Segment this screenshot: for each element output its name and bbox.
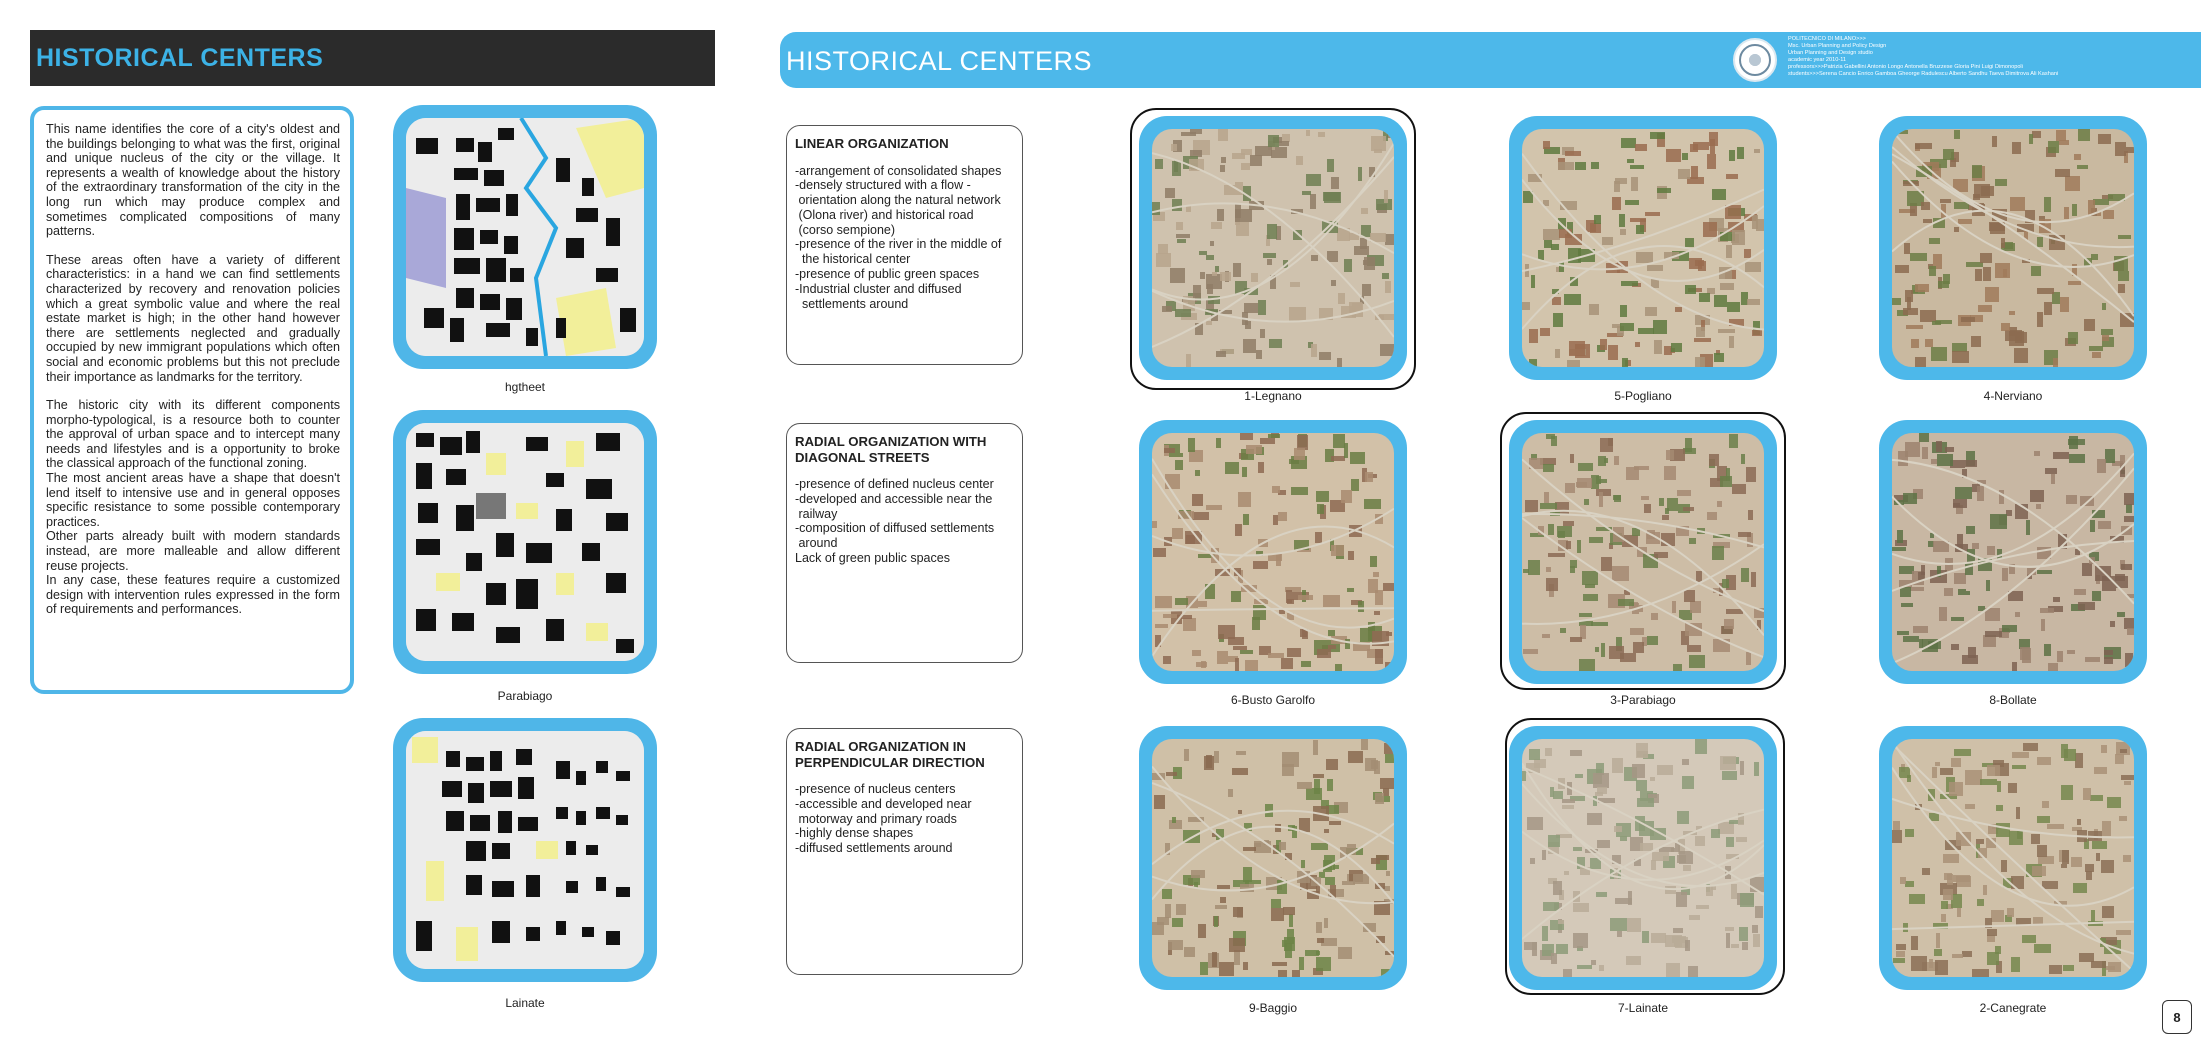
aerial-photo-card bbox=[1139, 116, 1407, 380]
organization-line: -composition of diffused settlements around bbox=[795, 521, 995, 551]
aerial-photo bbox=[1152, 129, 1394, 367]
credits-line: POLITECNICO DI MILANO>>> bbox=[1788, 36, 1866, 42]
aerial-photo-card bbox=[1509, 420, 1777, 684]
organization-heading: RADIAL ORGANIZATION WITH DIAGONAL STREETS bbox=[795, 434, 987, 465]
aerial-photo-card bbox=[1879, 726, 2147, 990]
map-svg bbox=[406, 423, 644, 661]
organization-heading: LINEAR ORGANIZATION bbox=[795, 136, 949, 151]
credits-line: academic year 2010-11 bbox=[1788, 56, 1847, 63]
left-title-tab bbox=[30, 30, 715, 86]
aerial-photo bbox=[1522, 433, 1764, 671]
aerial-photo bbox=[1152, 433, 1394, 671]
intro-paragraph: The historic city with its different components morpho-typological, is a resource both to counter the approval of urban space and to intercept many needs and lifestyles and is a opportunity to broke the classical approach of the functional zoning. bbox=[46, 398, 340, 471]
organization-line: -diffused settlements around bbox=[795, 841, 953, 856]
organization-line: -accessible and developed near motorway and primary roads bbox=[795, 796, 972, 826]
aerial-caption: 4-Nerviano bbox=[1983, 389, 2043, 403]
organization-box-radial-perpendicular bbox=[786, 728, 1023, 975]
aerial-caption: 8-Bollate bbox=[1989, 693, 2037, 707]
map-caption: hgtheet bbox=[504, 380, 546, 394]
map-caption: Lainate bbox=[505, 996, 545, 1010]
aerial-caption: 9-Baggio bbox=[1248, 1001, 1298, 1015]
left-page-title: HISTORICAL CENTERS bbox=[36, 43, 324, 72]
map-caption: Parabiago bbox=[497, 689, 553, 703]
intro-paragraph: This name identifies the core of a city's oldest and the buildings belonging to what was the first, original and unique nucleus of the city or the village. It represents a wealth of knowledge about the history of the extraordinary transformation of the city in the long run which may produce complex and sometimes complicated compositions of many patterns. bbox=[46, 122, 340, 239]
intro-text-box bbox=[30, 106, 354, 694]
figure-ground-map-3 bbox=[393, 718, 657, 982]
credits-line: students>>>Serena Cancio Enrico Gamboa Gheorge Radulescu Alberto Sandhu Taeva Dimitrova Ali Kashani bbox=[1788, 70, 2059, 77]
map-svg bbox=[406, 118, 644, 356]
credits-line: Msc. Urban Planning and Policy Design bbox=[1788, 42, 1887, 49]
right-page-header bbox=[780, 32, 2201, 88]
organization-box-linear bbox=[786, 125, 1023, 365]
right-page-title: HISTORICAL CENTERS bbox=[786, 46, 1093, 76]
organization-box-radial-diagonal bbox=[786, 423, 1023, 663]
intro-paragraph: These areas often have a variety of different characteristics: in a hand we can find settlements characterized by recovery and renovation policies which a great symbolic value and where the real estate market is high; in the other hand however there are settlements neglected and gradually occupied by new immigrant populations which often social and economic problems but this not preclude their importance as landmarks for the territory. bbox=[46, 252, 340, 384]
aerial-photo-card bbox=[1139, 420, 1407, 684]
aerial-caption: 6-Busto Garolfo bbox=[1230, 693, 1316, 707]
aerial-photo-card bbox=[1879, 420, 2147, 684]
organization-line: -presence of public green spaces bbox=[795, 267, 980, 282]
aerial-photo bbox=[1892, 129, 2134, 367]
aerial-photo bbox=[1892, 739, 2134, 977]
aerial-photo bbox=[1522, 739, 1764, 977]
figure-ground-map-1 bbox=[393, 105, 657, 369]
credits-line: Urban Planning and Design studio bbox=[1788, 49, 1873, 56]
aerial-photo bbox=[1892, 433, 2134, 671]
intro-paragraph: The most ancient areas have a shape that doesn't lend itself to intensive use and in general opposes specific resistance to some possible contemporary practices. bbox=[46, 471, 340, 529]
aerial-photo bbox=[1152, 739, 1394, 977]
university-seal-icon bbox=[1733, 38, 1777, 82]
organization-line: -densely structured with a flow - orientation along the natural network (Olona river) and historical road (corso sempione) bbox=[795, 178, 1001, 237]
intro-paragraph: Other parts already built with modern standards instead, are more malleable and allow different reuse projects. bbox=[46, 529, 340, 573]
organization-line: -Industrial cluster and diffused settlements around bbox=[795, 281, 962, 311]
aerial-caption: 3-Parabiago bbox=[1610, 693, 1676, 707]
organization-line: -presence of nucleus centers bbox=[795, 782, 956, 796]
aerial-caption: 1-Legnano bbox=[1244, 389, 1302, 403]
aerial-caption: 2-Canegrate bbox=[1979, 1001, 2047, 1015]
aerial-photo-card bbox=[1879, 116, 2147, 380]
aerial-photo-card bbox=[1139, 726, 1407, 990]
left-page-header bbox=[30, 30, 715, 86]
organization-line: -presence of defined nucleus center bbox=[795, 477, 994, 491]
aerial-caption: 7-Lainate bbox=[1617, 1001, 1669, 1015]
organization-line: -presence of the river in the middle of the historical center bbox=[795, 237, 1002, 267]
organization-heading: RADIAL ORGANIZATION IN PERPENDICULAR DIRECTION bbox=[795, 739, 985, 770]
aerial-photo-card bbox=[1509, 726, 1777, 990]
credits-block bbox=[1788, 36, 2193, 77]
aerial-caption: 5-Pogliano bbox=[1614, 389, 1672, 403]
organization-line: -highly dense shapes bbox=[795, 826, 914, 841]
organization-line: Lack of green public spaces bbox=[795, 550, 950, 565]
intro-paragraph: In any case, these features require a customized design with intervention rules expressed in the form of requirements and performances. bbox=[46, 573, 340, 617]
map-svg bbox=[406, 731, 644, 969]
aerial-photo bbox=[1522, 129, 1764, 367]
organization-line: -arrangement of consolidated shapes bbox=[795, 163, 1002, 178]
page-number: 8 bbox=[2162, 1000, 2192, 1034]
credits-line: professors>>>Patrizia Gabellini Antonio Longo Antonella Bruzzese Gloria Pini Luigi Dimonopoli bbox=[1788, 63, 2023, 70]
aerial-photo-card bbox=[1509, 116, 1777, 380]
organization-line: -developed and accessible near the railway bbox=[795, 491, 993, 521]
figure-ground-map-2 bbox=[393, 410, 657, 674]
